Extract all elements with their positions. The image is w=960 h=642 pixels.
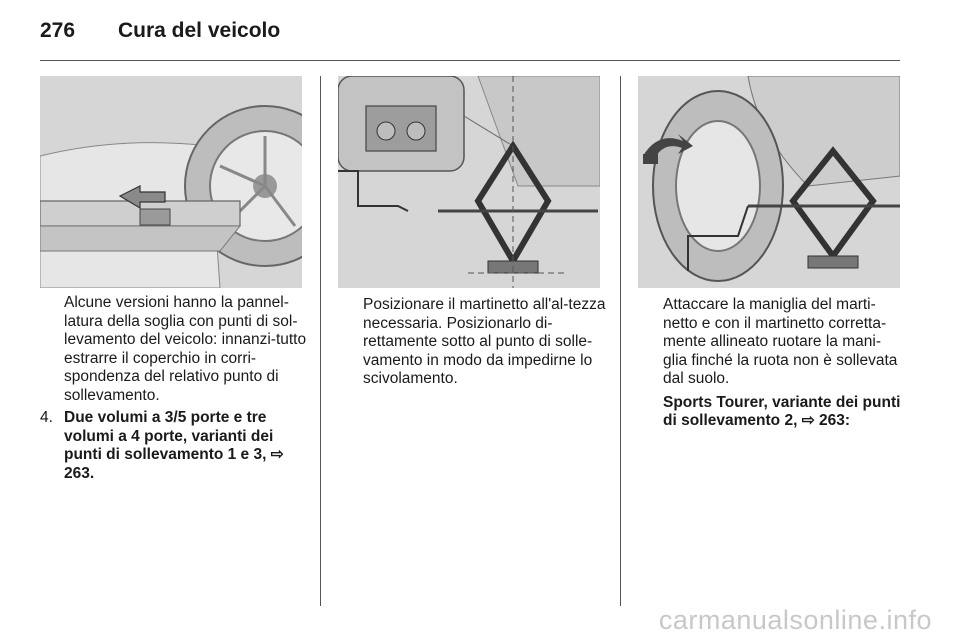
column-divider-2 xyxy=(620,76,621,606)
watermark: carmanualsonline.info xyxy=(658,605,932,635)
section-title: Cura del veicolo xyxy=(118,19,281,42)
col2-text xyxy=(363,296,608,389)
list-item-text xyxy=(64,409,309,483)
header-rule xyxy=(40,60,900,61)
figure-jack-handle xyxy=(638,76,900,288)
list-item-4 xyxy=(40,409,309,483)
col3-subheading xyxy=(663,394,903,431)
col1-text xyxy=(40,294,309,483)
col3-paragraph: Attaccare la maniglia del marti-netto e con il martinetto corretta-mente allineato ruotare la mani-glia finché la ruota non è sollevata dal suolo. xyxy=(663,296,898,387)
subheading-text: Sports Tourer, variante dei punti di sollevamento 2, xyxy=(663,393,901,429)
figure-sill-cover xyxy=(40,76,302,288)
page-reference[interactable]: 263: xyxy=(819,412,851,429)
cross-reference-arrow-icon: ⇨ xyxy=(270,446,284,463)
col3-text xyxy=(663,296,903,431)
column-divider-1 xyxy=(320,76,321,606)
col2-paragraph: Posizionare il martinetto all'al-tezza necessaria. Posizionarlo di-rettamente sotto al punto di solle-vamento in modo da impedirne lo scivolamento. xyxy=(363,296,606,387)
page-reference[interactable]: 263. xyxy=(64,464,95,482)
page-number: 276 xyxy=(40,19,76,42)
list-item-number: 4. xyxy=(40,409,53,426)
list-item-heading: Due volumi a 3/5 porte e tre volumi a 4 porte, varianti dei punti di sollevamento 1 e 3, xyxy=(64,409,274,463)
figure-jack-position xyxy=(338,76,600,288)
col1-paragraph: Alcune versioni hanno la pannel-latura della soglia con punti di sol-levamento del veicolo: innanzi-tutto estrarre il coperchio in corri-spondenza del relativo punto di sollevamento. xyxy=(64,294,307,404)
cross-reference-arrow-icon: ⇨ xyxy=(801,412,815,429)
